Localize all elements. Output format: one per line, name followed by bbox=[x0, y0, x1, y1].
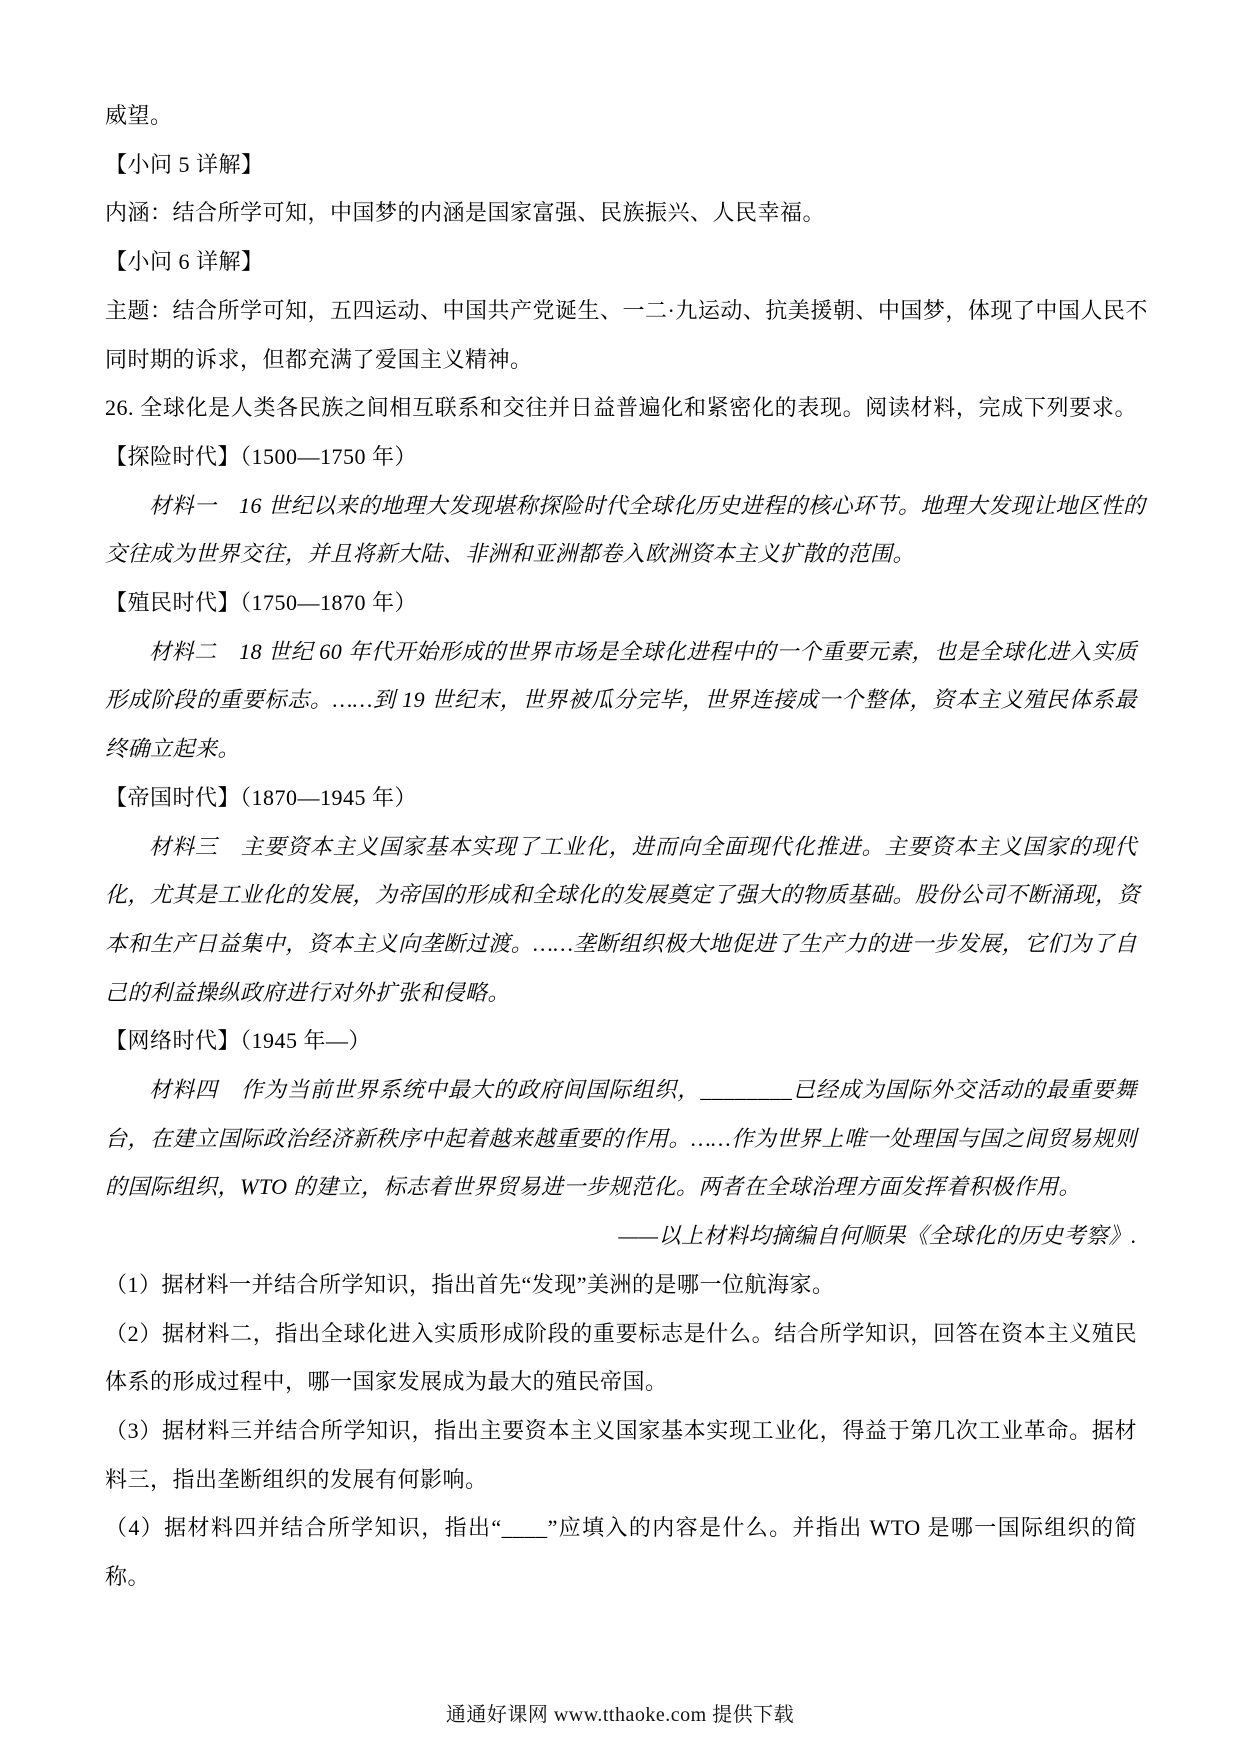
material-1-line-1: 材料一 16 世纪以来的地理大发现堪称探险时代全球化历史进程的核心环节。地理大发现让地区性的 bbox=[149, 492, 1146, 518]
era-heading-empire: 【帝国时代】（1870—1945 年） bbox=[105, 784, 418, 810]
era-heading-colonial: 【殖民时代】（1750—1870 年） bbox=[105, 590, 418, 616]
subquestion-6-answer-line-1: 主题：结合所学可知，五四运动、中国共产党诞生、一二·九运动、抗美援朝、中国梦，体现了中国人民不 bbox=[105, 297, 1148, 323]
subquestion-3-line-2: 料三，指出垄断组织的发展有何影响。 bbox=[105, 1466, 488, 1492]
material-2-line-2: 形成阶段的重要标志。……到 19 世纪末，世界被瓜分完毕，世界连接成一个整体，资本主义殖民体系最 bbox=[105, 687, 1137, 713]
material-3-line-3: 本和生产日益集中，资本主义向垄断过渡。……垄断组织极大地促进了生产力的进一步发展，它们为了自 bbox=[105, 930, 1137, 956]
subquestion-5-answer: 内涵：结合所学可知，中国梦的内涵是国家富强、民族振兴、人民幸福。 bbox=[105, 200, 826, 226]
site-watermark-footer: 通通好课网 www.tthaoke.com 提供下载 bbox=[445, 1704, 795, 1726]
material-4-line-2: 台，在建立国际政治经济新秩序中起着越来越重要的作用。……作为世界上唯一处理国与国之间贸易规则 bbox=[105, 1125, 1137, 1151]
material-2-line-3: 终确立起来。 bbox=[105, 736, 241, 762]
subquestion-1: （1）据材料一并结合所学知识，指出首先“发现”美洲的是哪一位航海家。 bbox=[105, 1271, 835, 1297]
material-4-line-1: 材料四 作为当前世界系统中最大的政府间国际组织，________已经成为国际外交活动的最重要舞 bbox=[149, 1077, 1137, 1103]
subquestion-3-line-1: （3）据材料三并结合所学知识，指出主要资本主义国家基本实现工业化，得益于第几次工业革命。据材 bbox=[105, 1417, 1137, 1443]
subquestion-4-line-2: 称。 bbox=[105, 1564, 151, 1590]
subquestion-5-heading: 【小问 5 详解】 bbox=[105, 151, 264, 177]
material-3-line-2: 化，尤其是工业化的发展，为帝国的形成和全球化的发展奠定了强大的物质基础。股份公司不断涌现，资 bbox=[105, 882, 1141, 908]
answer-tail-line: 威望。 bbox=[105, 103, 173, 128]
subquestion-2-line-1: （2）据材料二，指出全球化进入实质形成阶段的重要标志是什么。结合所学知识，回答在资本主义殖民 bbox=[105, 1320, 1137, 1346]
subquestion-2-line-2: 体系的形成过程中，哪一国家发展成为最大的殖民帝国。 bbox=[105, 1369, 668, 1395]
subquestion-6-heading: 【小问 6 详解】 bbox=[105, 249, 264, 275]
material-2-line-1: 材料二 18 世纪 60 年代开始形成的世界市场是全球化进程中的一个重要元素，也是全球化进入实质 bbox=[149, 638, 1137, 664]
era-heading-exploration: 【探险时代】（1500—1750 年） bbox=[105, 443, 418, 469]
material-3-line-4: 己的利益操纵政府进行对外扩张和侵略。 bbox=[105, 979, 511, 1005]
subquestion-4-line-1: （4）据材料四并结合所学知识，指出“____”应填入的内容是什么。并指出 WTO 是哪一国际组织的简 bbox=[105, 1515, 1137, 1541]
material-4-line-3: 的国际组织，WTO 的建立，标志着世界贸易进一步规范化。两者在全球治理方面发挥着积极作用。 bbox=[105, 1174, 1082, 1200]
subquestion-6-answer-line-2: 同时期的诉求，但都充满了爱国主义精神。 bbox=[105, 346, 533, 372]
material-1-line-2: 交往成为世界交往，并且将新大陆、非洲和亚洲都卷入欧洲资本主义扩散的范围。 bbox=[105, 541, 916, 567]
source-attribution: ——以上材料均摘编自何顺果《全球化的历史考察》. bbox=[618, 1223, 1137, 1249]
material-3-line-1: 材料三 主要资本主义国家基本实现了工业化，进而向全面现代化推进。主要资本主义国家的现代 bbox=[149, 833, 1137, 859]
era-heading-network: 【网络时代】（1945 年—） bbox=[105, 1028, 372, 1054]
question-26-stem: 26. 全球化是人类各民族之间相互联系和交往并日益普遍化和紧密化的表现。阅读材料，完成下列要求。 bbox=[105, 395, 1137, 421]
